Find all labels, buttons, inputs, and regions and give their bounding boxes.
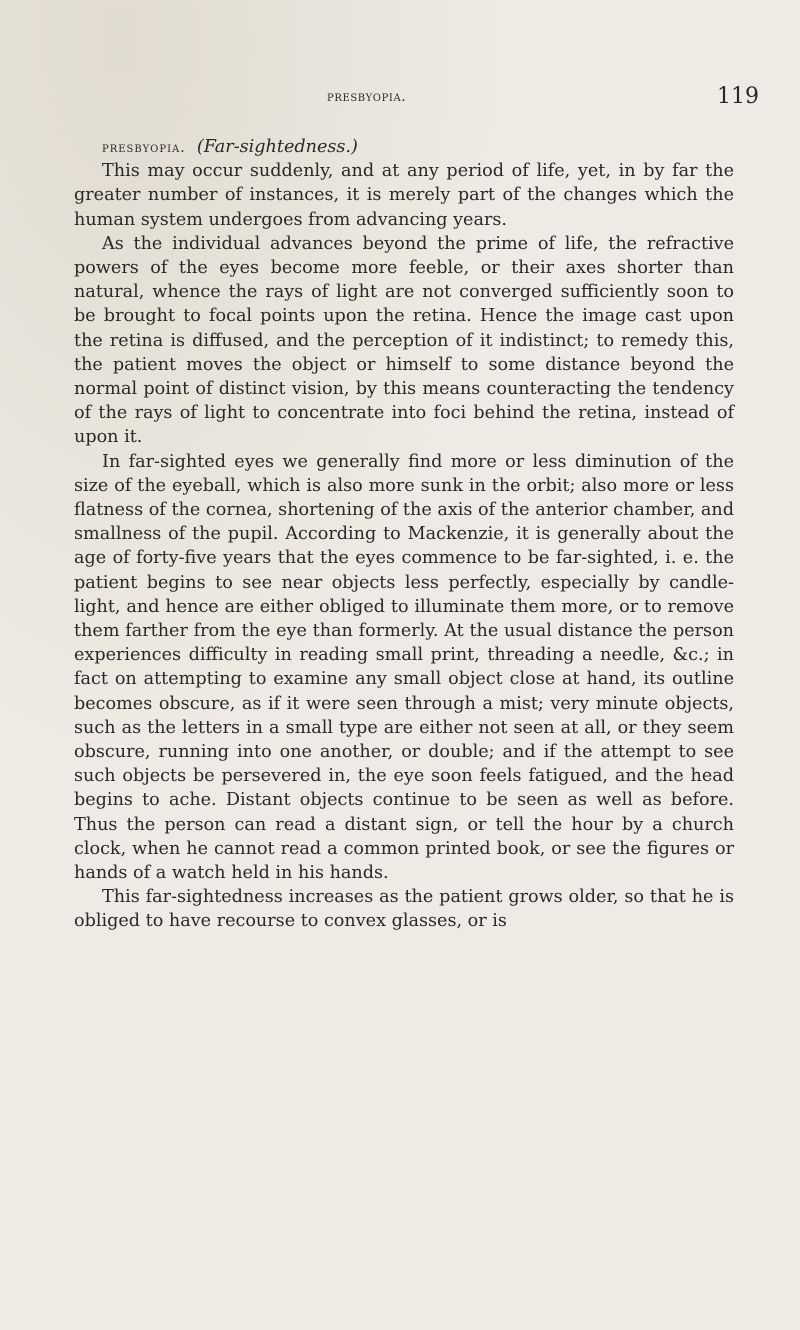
section-heading-title: presbyopia. [102, 140, 186, 156]
running-head [0, 86, 800, 110]
paragraph-3: In far-sighted eyes we generally find more or less diminution of the size of the eyeball, which is also more sunk in the orbit; also more or less flatness of the cornea, shortening of the axis of the anterior chamber, and smallness of the pupil. According to Mackenzie, it is generally about the age of forty-five years that the eyes commence to be far-sighted, i. e. the patient begins to see near objects less perfectly, especially by candle-light, and hence are either obliged to illuminate them more, or to remove them farther from the eye than formerly. At the usual distance the person experiences difficulty in reading small print, threading a needle, &c.; in fact on attempting to examine any small object close at hand, its outline becomes obscure, as if it were seen through a mist; very minute objects, such as the letters in a small type are either not seen at all, or they seem obscure, running into one another, or double; and if the attempt to see such objects be persevered in, the eye soon feels fatigued, and the head begins to ache. Distant objects continue to be seen as well as before. Thus the person can read a distant sign, or tell the hour by a church clock, when he cannot read a common printed book, or see the figures or hands of a watch held in his hands. [74, 451, 734, 884]
page-number: 119 [717, 84, 759, 109]
paragraph-1: This may occur suddenly, and at any period of life, yet, in by far the greater number of instances, it is merely part of the changes which the human system undergoes from advancing years. [74, 161, 734, 230]
paragraph-2: As the individual advances beyond the prime of life, the refractive powers of the eyes become more feeble, or their axes shorter than natural, whence the rays of light are not converged sufficiently soon to be brought to focal points upon the retina. Hence the image cast upon the retina is diffused, and the perception of it indistinct; to remedy this, the patient moves the object or himself to some distance beyond the normal point of distinct vision, by this means counteracting the tendency of the rays of light to concentrate into foci behind the retina, instead of upon it. [74, 233, 734, 448]
section-heading-subtitle: (Far-sightedness.) [196, 137, 358, 157]
section-heading [102, 135, 734, 159]
paragraph-4: This far-sightedness increases as the patient grows older, so that he is obliged to have recourse to convex glasses, or is [74, 887, 734, 932]
body-text [74, 135, 734, 934]
running-title: presbyopia. [327, 89, 407, 105]
